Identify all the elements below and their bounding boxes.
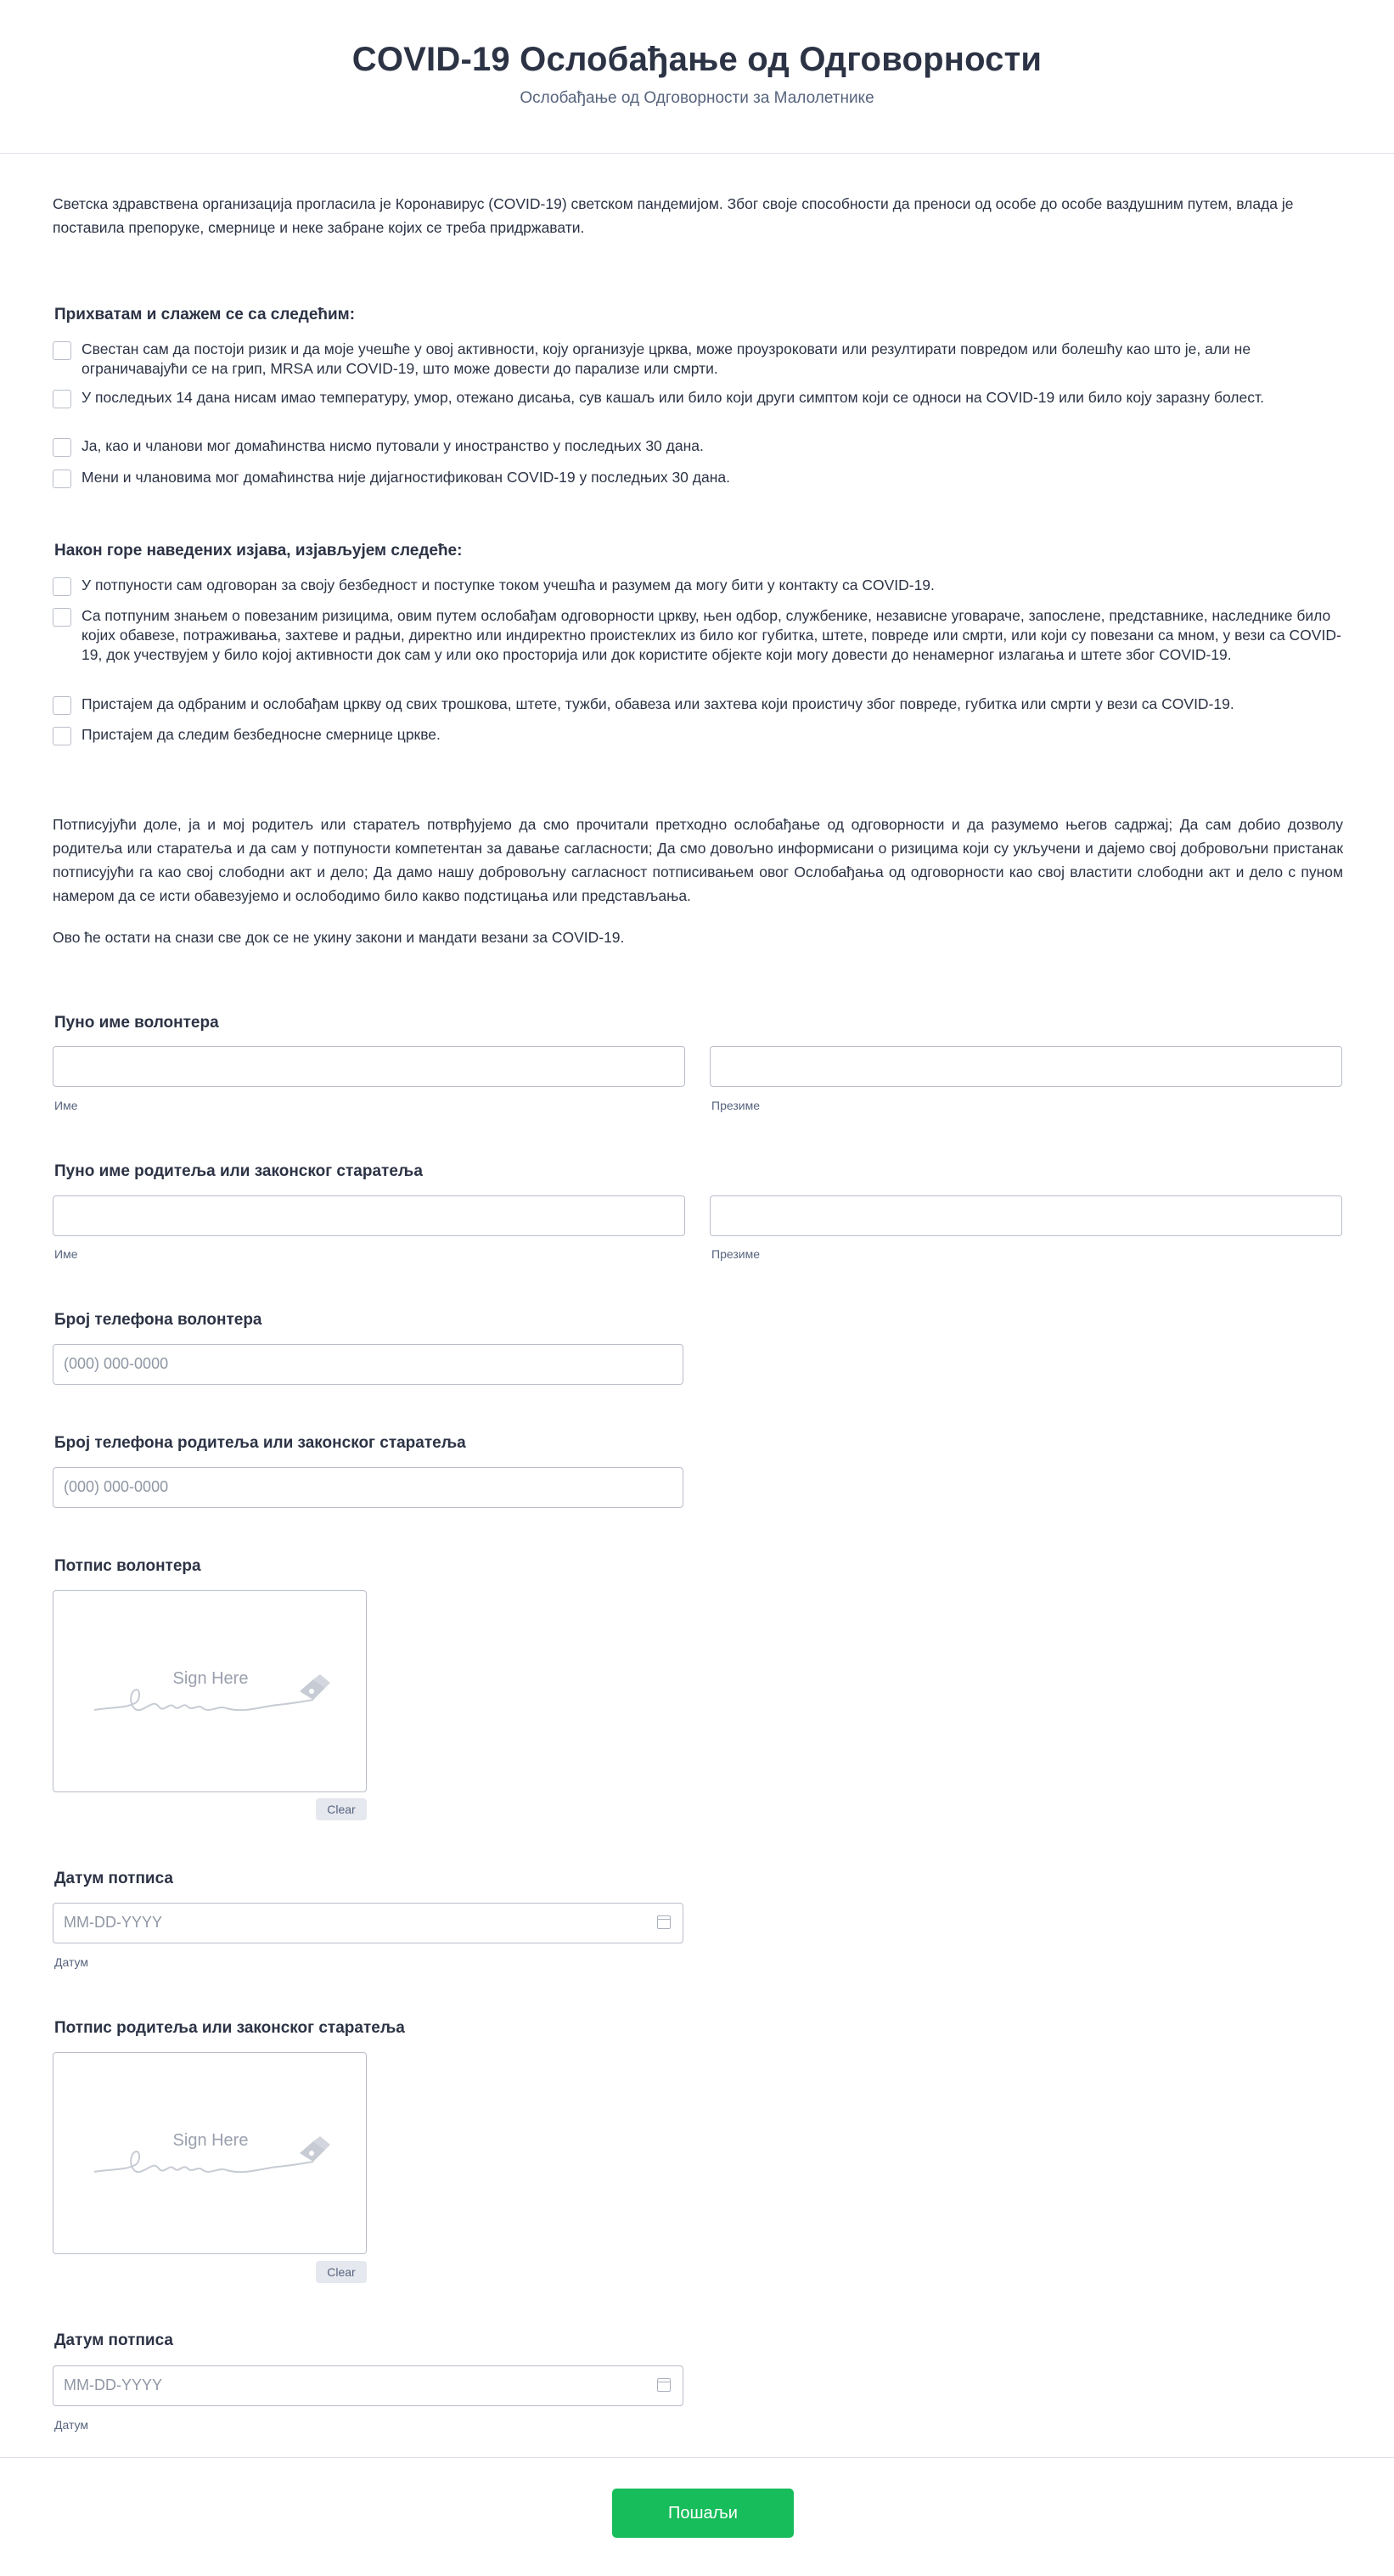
checkbox-label: Ја, као и чланови мог домаћинства нисмо путовали у иностранство у последњих 30 дана.	[82, 437, 704, 454]
guardian-phone-input[interactable]	[53, 1467, 683, 1508]
sign-here-text: Sign Here	[172, 2131, 249, 2150]
volunteer-last-name-input[interactable]	[710, 1046, 1342, 1087]
clear-signature-button[interactable]: Clear	[316, 2261, 367, 2283]
calendar-icon[interactable]	[657, 1915, 671, 1929]
checkbox-label: Са потпуним знањем о повезаним ризицима, овим путем ослобађам одговорности цркву, њен одбор, службенике, независне уговараче, запослене, представнике, наследнике било којих обавезе, потраживања, захтеве и радњи, директно или индиректно проистеклих из било ког губитка, штете, повреде или смрти, или који су повезани са мном, у вези са COVID-19, док учествујем у било којој активности док сам у или око просторија или док користите објекте који могу довести до ненамерног излагања и штете због COVID-19.	[82, 607, 1341, 663]
date-placeholder: MM-DD-YYYY	[64, 2376, 162, 2393]
volunteer-phone-label: Број телефона волонтера	[54, 1311, 262, 1329]
checkbox-label: Мени и члановима мог домаћинства није дијагностификован COVID-19 у последњих 30 дана.	[82, 469, 730, 486]
checkbox-label: Пристајем да одбраним и ослобађам цркву од свих трошкова, штете, тужби, обавеза или захтева који проистичу због повреде, губитка или смрти у вези са COVID-19.	[82, 695, 1234, 712]
declare-item-1[interactable]	[53, 576, 1343, 596]
agree-item-1[interactable]	[53, 340, 1343, 379]
guardian-first-name-input[interactable]	[53, 1195, 685, 1236]
checkbox[interactable]	[53, 341, 71, 360]
declare-item-2[interactable]	[53, 606, 1343, 665]
last-name-sublabel: Презиме	[711, 1099, 760, 1112]
signature-date-label: Датум потписа	[54, 1870, 173, 1887]
signature-scribble-icon	[91, 1673, 337, 1724]
checkbox[interactable]	[53, 470, 71, 488]
volunteer-signature-label: Потпис волонтера	[54, 1557, 201, 1575]
phone-placeholder: (000) 000-0000	[64, 1355, 169, 1372]
volunteer-phone-input[interactable]	[53, 1344, 683, 1385]
agree-item-2[interactable]	[53, 388, 1343, 408]
guardian-name-label: Пуно име родитеља или законског старатеља	[54, 1162, 423, 1180]
checkbox-label: У последњих 14 дана нисам имао температуру, умор, отежано дисања, сув кашаљ или било који други симптом који се односи на COVID-19 или било коју заразну болест.	[82, 389, 1264, 406]
date-sublabel: Датум	[54, 1955, 88, 1969]
volunteer-signature-pad[interactable]	[53, 1590, 367, 1792]
signature-date-input[interactable]	[53, 2365, 683, 2406]
guardian-signature-label: Потпис родитеља или законског старатеља	[54, 2019, 405, 2037]
checkbox[interactable]	[53, 390, 71, 408]
last-name-sublabel: Презиме	[711, 1247, 760, 1261]
form-title: COVID-19 Ослобађање од Одговорности	[351, 41, 1043, 78]
checkbox-label: Свестан сам да постоји ризик и да моје учешће у овој активности, коју организује црква, може проузроковати или резултирати повредом или болешћу као што је, али не ограничавајући се на грип, MRSA или COVID-19, што може довести до парализе или смрти.	[82, 340, 1251, 377]
checkbox-label: У потпуности сам одговоран за своју безбедност и поступке током учешћа и разумем да могу бити у контакту са COVID-19.	[82, 577, 935, 593]
clear-signature-button[interactable]: Clear	[316, 1798, 367, 1820]
checkbox-label: Пристајем да следим безбедносне смернице цркве.	[82, 726, 441, 743]
phone-placeholder: (000) 000-0000	[64, 1478, 169, 1495]
guardian-last-name-input[interactable]	[710, 1195, 1342, 1236]
first-name-sublabel: Име	[54, 1247, 78, 1261]
signature-date-input[interactable]	[53, 1903, 683, 1943]
guardian-signature-pad[interactable]	[53, 2052, 367, 2254]
signature-date-label: Датум потписа	[54, 2331, 173, 2349]
declare-item-4[interactable]	[53, 725, 1343, 745]
submit-button[interactable]: Пошаљи	[612, 2489, 794, 2538]
guardian-phone-label: Број телефона родитеља или законског старатеља	[54, 1434, 466, 1452]
checkbox[interactable]	[53, 577, 71, 596]
calendar-icon[interactable]	[657, 2378, 671, 2392]
volunteer-name-label: Пуно име волонтера	[54, 1014, 219, 1032]
signature-scribble-icon	[91, 2134, 337, 2185]
form-header	[0, 0, 1394, 154]
section2-title: Након горе наведених изјава, изјављујем следеће:	[54, 542, 463, 560]
checkbox[interactable]	[53, 438, 71, 457]
date-placeholder: MM-DD-YYYY	[64, 1914, 162, 1931]
validity-text: Ово ће остати на снази све док се не укину закони и мандати везани за COVID-19.	[53, 929, 625, 946]
agree-item-4[interactable]	[53, 468, 1343, 488]
consent-text: Потписујући доле, ја и мој родитељ или старатељ потврђујемо да смо прочитали претходно ослобађање од одговорности и да разумемо његов садржај; Да сам добио дозволу родитеља или старатеља и да сам у потпуности компетентан за давање сагласности; Да смо довољно информисани о ризицима који су укључени и дајемо свој добровољни пристанак потписујући га као свој слободни акт и дело; Да дамо нашу добровољну сагласност потписивањем овог Ослобађања од одговорности као свој властити слободни акт и дело с пуном намером да се исти обавезујемо и ослободимо било какво подстицања или представљања.	[53, 816, 1343, 904]
agree-item-3[interactable]	[53, 436, 1343, 457]
declare-item-3[interactable]	[53, 695, 1343, 715]
checkbox[interactable]	[53, 696, 71, 715]
checkbox[interactable]	[53, 727, 71, 745]
form-footer	[0, 2457, 1394, 2576]
date-sublabel: Датум	[54, 2418, 88, 2432]
section1-title: Прихватам и слажем се са следећим:	[54, 306, 356, 323]
intro-text: Светска здравствена организација прогласила је Коронавирус (COVID-19) светском пандемијом. Због своје способности да преноси од особе до особе ваздушним путем, влада је поставила препоруке, смернице и неке забране којих се треба придржавати.	[53, 195, 1294, 236]
checkbox[interactable]	[53, 608, 71, 627]
sign-here-text: Sign Here	[172, 1669, 249, 1688]
volunteer-first-name-input[interactable]	[53, 1046, 685, 1087]
first-name-sublabel: Име	[54, 1099, 78, 1112]
form-subtitle: Ослобађање од Одговорности за Малолетнике	[520, 89, 874, 107]
